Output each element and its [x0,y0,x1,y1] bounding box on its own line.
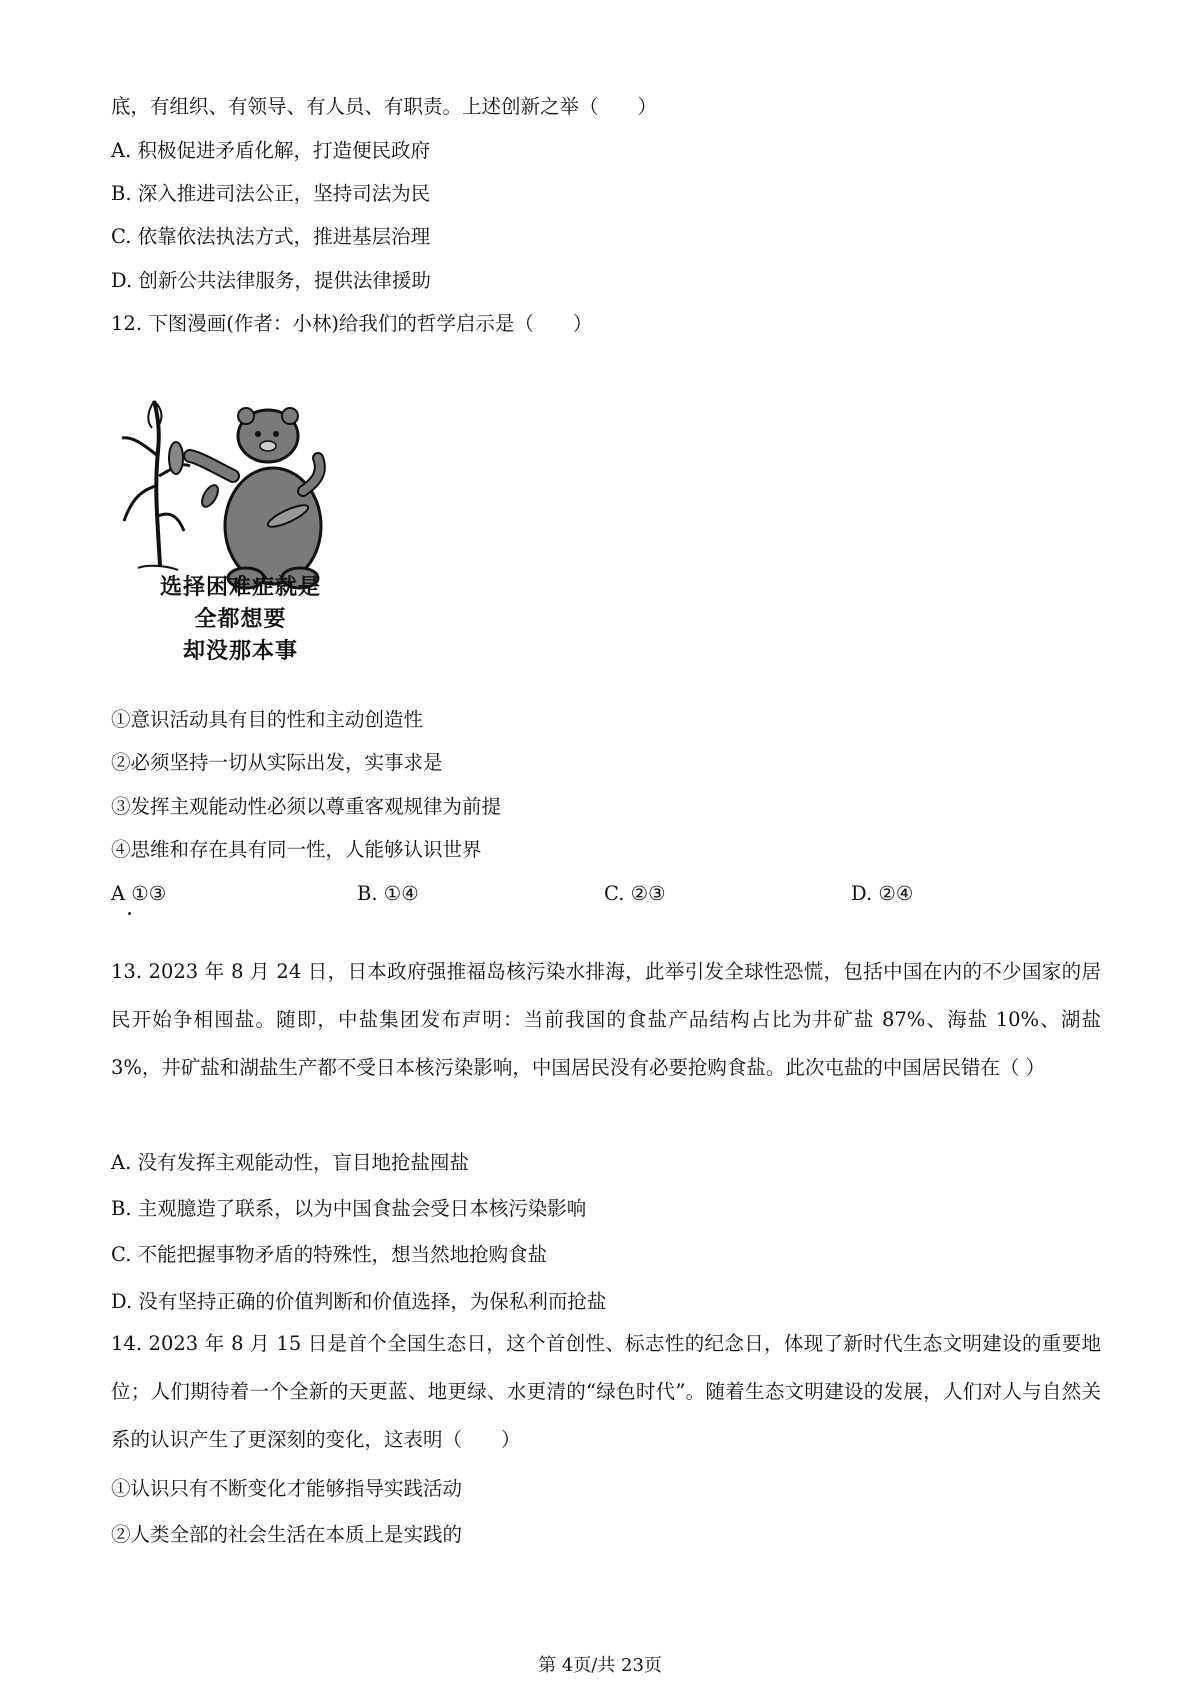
q12-choice-b: B. ①④ [357,882,419,905]
cartoon-caption-line-1: 选择困难症就是 [159,575,321,600]
q12-stem: 12. 下图漫画(作者：小林)给我们的哲学启示是（ ） [111,312,593,335]
q11-option-a: A. 积极促进矛盾化解，打造便民政府 [111,139,430,162]
q11-option-b: B. 深入推进司法公正，坚持司法为民 [111,182,431,205]
q12-choice-c: C. ②③ [604,882,666,905]
q13-option-c: C. 不能把握事物矛盾的特殊性，想当然地抢购食盐 [111,1243,548,1266]
q11-option-d: D. 创新公共法律服务，提供法律援助 [111,269,431,292]
q11-option-c: C. 依靠依法执法方式，推进基层治理 [111,225,431,248]
page-number: 第 4页/共 23页 [538,1655,662,1676]
q12-choice-d: D. ②④ [851,882,914,905]
q13-option-d: D. 没有坚持正确的价值判断和价值选择，为保私利而抢盐 [111,1290,607,1313]
cartoon-image [118,396,363,679]
q14-statement-1: ①认识只有不断变化才能够指导实践活动 [111,1477,463,1500]
q12-statement-4: ④思维和存在具有同一性，人能够认识世界 [111,838,482,861]
q11-stem-tail: 底，有组织、有领导、有人员、有职责。上述创新之举（ ） [111,95,658,118]
q13-stem: 13. 2023 年 8 月 24 日，日本政府强推福岛核污染水排海，此举引发全球性恐慌，包括中国在内的不少国家的居民开始争相囤盐。随即，中盐集团发布声明：当前我国的食盐产品结构占比为井矿盐 87%、海盐 10%、湖盐 3%，井矿盐和湖盐生产都不受日本核污染影响，中国居民没有必要抢购食盐。此次屯盐的中国居民错在（ ） [111,960,1101,1079]
q12-statement-2: ②必须坚持一切从实际出发，实事求是 [111,751,443,774]
q14-stem: 14. 2023 年 8 月 15 日是首个全国生态日，这个首创性、标志性的纪念日，体现了新时代生态文明建设的重要地位；人们期待着一个全新的天更蓝、地更绿、水更清的“绿色时代”。随着生态文明建设的发展，人们对人与自然关系的认识产生了更深刻的变化，这表明（ ） [111,1332,1101,1451]
q13-option-b: B. 主观臆造了联系，以为中国食盐会受日本核污染影响 [111,1197,587,1220]
stray-dot [128,912,131,915]
q13-option-a: A. 没有发挥主观能动性，盲目地抢盐囤盐 [111,1151,469,1174]
q12-choice-a: A ①③ [111,882,167,905]
cartoon-caption-line-3: 却没那本事 [182,639,298,664]
q14-statement-2: ②人类全部的社会生活在本质上是实践的 [111,1523,463,1546]
q12-statement-1: ①意识活动具有目的性和主动创造性 [111,708,424,731]
q12-statement-3: ③发挥主观能动性必须以尊重客观规律为前提 [111,795,502,818]
cartoon-caption-line-2: 全都想要 [194,607,287,632]
